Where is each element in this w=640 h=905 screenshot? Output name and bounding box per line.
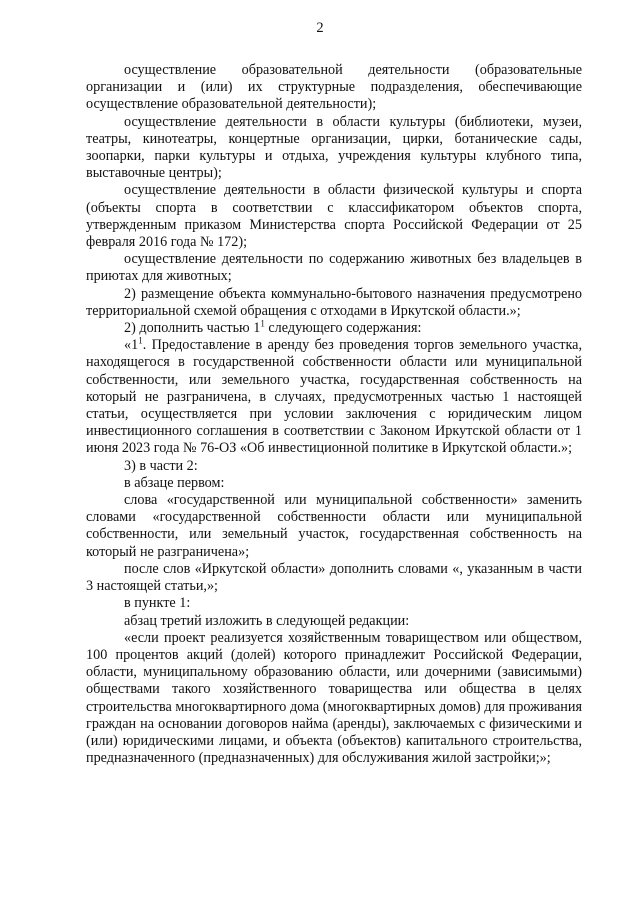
superscript: 1: [138, 335, 143, 346]
paragraph-item-2-waste: 2) размещение объекта коммунально-бытового назначения предусмотрено территориальной схемой обращения с отходами в Иркутской области.»;: [86, 285, 582, 319]
text-fragment: 2) дополнить частью 1: [124, 320, 261, 337]
paragraph-new-wording: «если проект реализуется хозяйственным товариществом или обществом, 100 процентов акций (долей) которого принадлежит Российской Федерации, области, муниципальному образованию области, или дочерними (зависимыми) обществами такого хозяйственного товарищества или общества в целях строительства многоквартирного дома (многоквартирных домов) для проживания граждан на основании договоров найма (аренды), заключаемых с физическими и (или) юридическими лицами, и объекта (объектов) капитального строительства, предназначенного (предназначенных) для обслуживания жилой застройки;»;: [86, 629, 582, 767]
paragraph-replace-words: слова «государственной или муниципальной собственности» заменить словами «государственной собственности области или муниципальной собственности, или земельный участок, государственная собственность на который не разграничена»;: [86, 492, 582, 560]
text-fragment: . Предоставление в аренду без проведения торгов земельного участка, находящегося в государственной собственности области или муниципальной собственности, или земельного участка, государственная собственность на который не разграничена, в случаях, предусмотренных частью 1 настоящей статьи, осуществляется при условии заключения с юридическим лицом инвестиционного соглашения в соответствии с Законом Иркутской области от 1 июня 2023 года № 76-ОЗ «Об инвестиционной политике в Иркутской области.»;: [86, 337, 582, 457]
page-number: 2: [316, 20, 324, 36]
paragraph-first-abzac: в абзаце первом:: [124, 474, 225, 491]
paragraph-education: осуществление образовательной деятельности (образовательные организации и (или) их структурные подразделения, обеспечивающие осуществление образовательной деятельности);: [86, 62, 582, 113]
superscript: 1: [260, 318, 265, 329]
text-fragment: «1: [124, 337, 139, 354]
paragraph-part-1-1-text: [86, 337, 582, 457]
paragraph-abzac-third: абзац третий изложить в следующей редакции:: [124, 612, 410, 629]
paragraph-item-3: 3) в части 2:: [124, 457, 198, 474]
paragraph-animal-shelters: осуществление деятельности по содержанию животных без владельцев в приютах для животных;: [86, 251, 582, 285]
paragraph-culture: осуществление деятельности в области культуры (библиотеки, музеи, театры, кинотеатры, концертные организации, цирки, ботанические сады, зоопарки, парки культуры и отдыха, учреждения культуры клубного типа, выставочные центры);: [86, 113, 582, 182]
paragraph-sport: осуществление деятельности в области физической культуры и спорта (объекты спорта в соответствии с классификатором объектов спорта, утвержденным приказом Министерства спорта Российской Федерации от 25 февраля 2016 года № 172);: [86, 182, 582, 251]
paragraph-point-1: в пункте 1:: [124, 595, 191, 612]
document-body: [86, 62, 582, 767]
paragraph-add-words: после слов «Иркутской области» дополнить словами «, указанным в части 3 настоящей статьи,»;: [86, 560, 582, 595]
text-fragment: следующего содержания:: [264, 320, 422, 337]
paragraph-add-part-1-1: [86, 320, 582, 337]
